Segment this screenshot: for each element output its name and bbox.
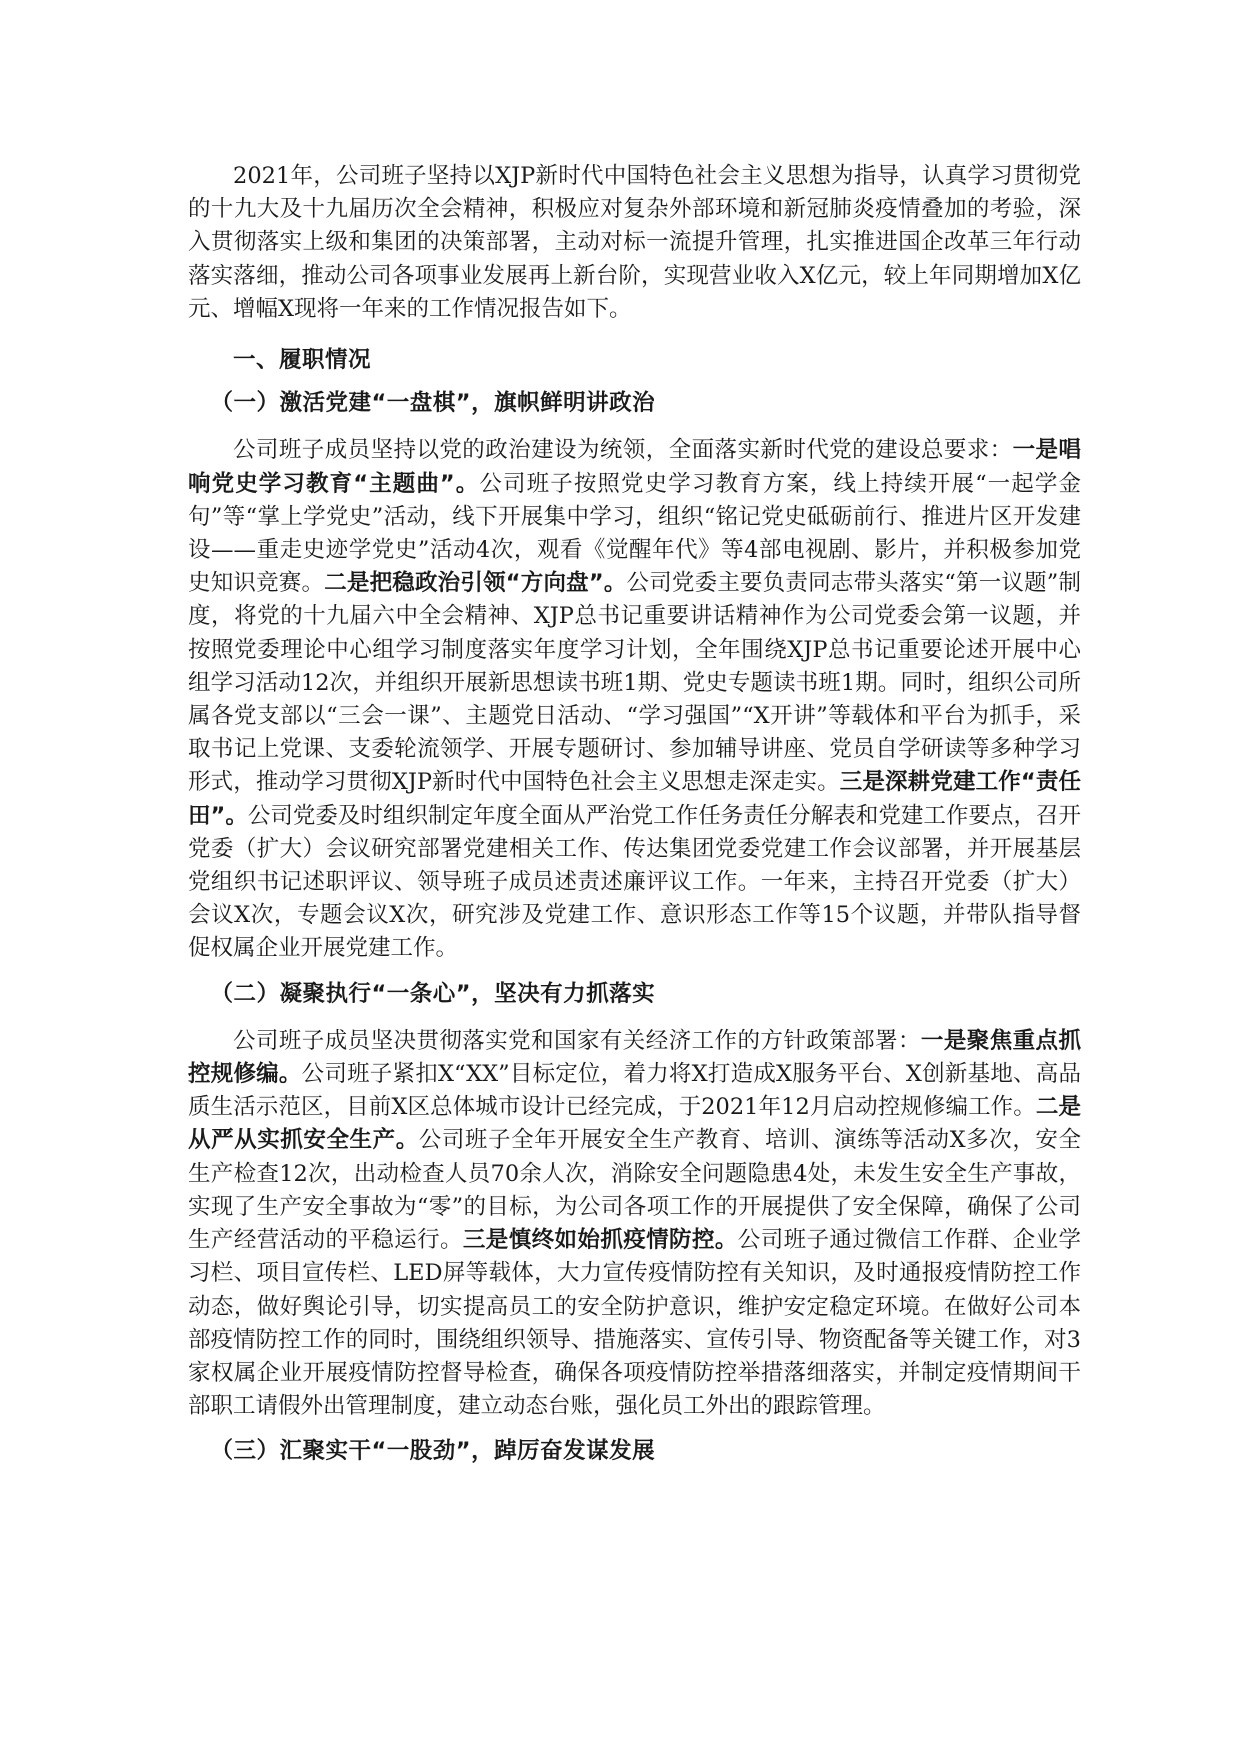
subsection-heading-3: （三）汇聚实干“一股劲”，踔厉奋发谋发展 [210,1438,656,1465]
bold-point-2: 二是把稳政治引领“方向盘”。 [324,570,627,597]
text-run: 公司班子紧扣X“XX”目标定位，着力将X打造成X服务平台、X创新基地、高品质生活示范区，目前X区总体城市设计已经完成，于2021年12月启动控规修编工作。 [188,1061,1081,1121]
text-run: 公司党委及时组织制定年度全面从严治党工作任务责任分解表和党建工作要点，召开党委（扩大）会议研究部署党建相关工作、传达集团党委党建工作会议部署，并开展基层党组织书记述职评议、领导班子成员述责述廉评议工作。一年来，主持召开党委（扩大）会议X次，专题会议X次，研究涉及党建工作、意识形态工作等15个议题，并带队指导督促权属企业开展党建工作。 [188,802,1081,962]
bold-point-3: 三是深耕党建工作“责任田”。 [188,769,1081,829]
subsection-heading-2: （二）凝聚执行“一条心”，坚决有力抓落实 [210,980,656,1007]
text-run: 公司班子按照党史学习教育方案，线上持续开展“一起学金句”等“掌上学党史”活动，线下开展集中学习，组织“铭记党史砥砺前行、推进片区开发建设——重走史迹学党史”活动4次，观看《觉醒年代》等4部电视剧、影片，并积极参加党史知识竞赛。 [188,470,1081,597]
text-run: 公司班子通过微信工作群、企业学习栏、项目宣传栏、LED屏等载体，大力宣传疫情防控有关知识，及时通报疫情防控工作动态，做好舆论引导，切实提高员工的安全防护意识，维护安定稳定环境。在做好公司本部疫情防控工作的同时，围绕组织领导、措施落实、宣传引导、物资配备等关键工作，对3家权属企业开展疫情防控督导检查，确保各项疫情防控举措落细落实，并制定疫情期间干部职工请假外出管理制度，建立动态台账，强化员工外出的跟踪管理。 [188,1227,1081,1420]
subsection-1-paragraph [188,434,1081,965]
bold-point-1: 一是聚焦重点抓控规修编。 [188,1027,1081,1088]
section-heading-1: 一、履职情况 [233,347,372,374]
text-run: 公司班子成员坚决贯彻落实党和国家有关经济工作的方针政策部署： [233,1027,921,1054]
text-run: 公司党委主要负责同志带头落实“第一议题”制度，将党的十九届六中全会精神、XJP总书记重要讲话精神作为公司党委会第一议题，并按照党委理论中心组学习制度落实年度学习计划，全年围绕XJP总书记重要论述开展中心组学习活动12次，并组织开展新思想读书班1期、党史专题读书班1期。同时，组织公司所属各党支部以“三会一课”、主题党日活动、“学习强国”“X开讲”等载体和平台为抓手，采取书记上党课、支委轮流领学、开展专题研讨、参加辅导讲座、党员自学研读等多种学习形式，推动学习贯彻XJP新时代中国特色社会主义思想走深走实。 [188,570,1081,796]
subsection-heading-1: （一）激活党建“一盘棋”，旗帜鲜明讲政治 [210,390,656,417]
bold-point-1: 一是唱响党史学习教育“主题曲”。 [188,437,1081,497]
text-run: 公司班子全年开展安全生产教育、培训、演练等活动X多次，安全生产检查12次，出动检查人员70余人次，消除安全问题隐患4处，未发生安全生产事故，实现了生产安全事故为“零”的目标，为公司各项工作的开展提供了安全保障，确保了公司生产经营活动的平稳运行。 [188,1127,1081,1254]
subsection-2-paragraph [188,1025,1081,1423]
bold-point-2: 二是从严从实抓安全生产。 [188,1094,1081,1154]
document-body [188,160,1081,1469]
bold-point-3: 三是慎终如始抓疫情防控。 [462,1227,738,1254]
text-run: 公司班子成员坚持以党的政治建设为统领，全面落实新时代党的建设总要求： [233,437,1013,464]
intro-paragraph: 2021年，公司班子坚持以XJP新时代中国特色社会主义思想为指导，认真学习贯彻党的十九大及十九届历次全会精神，积极应对复杂外部环境和新冠肺炎疫情叠加的考验，深入贯彻落实上级和集团的决策部署，主动对标一流提升管理，扎实推进国企改革三年行动落实落细，推动公司各项事业发展再上新台阶，实现营业收入X亿元，较上年同期增加X亿元、增幅X现将一年来的工作情况报告如下。 [188,163,1081,322]
